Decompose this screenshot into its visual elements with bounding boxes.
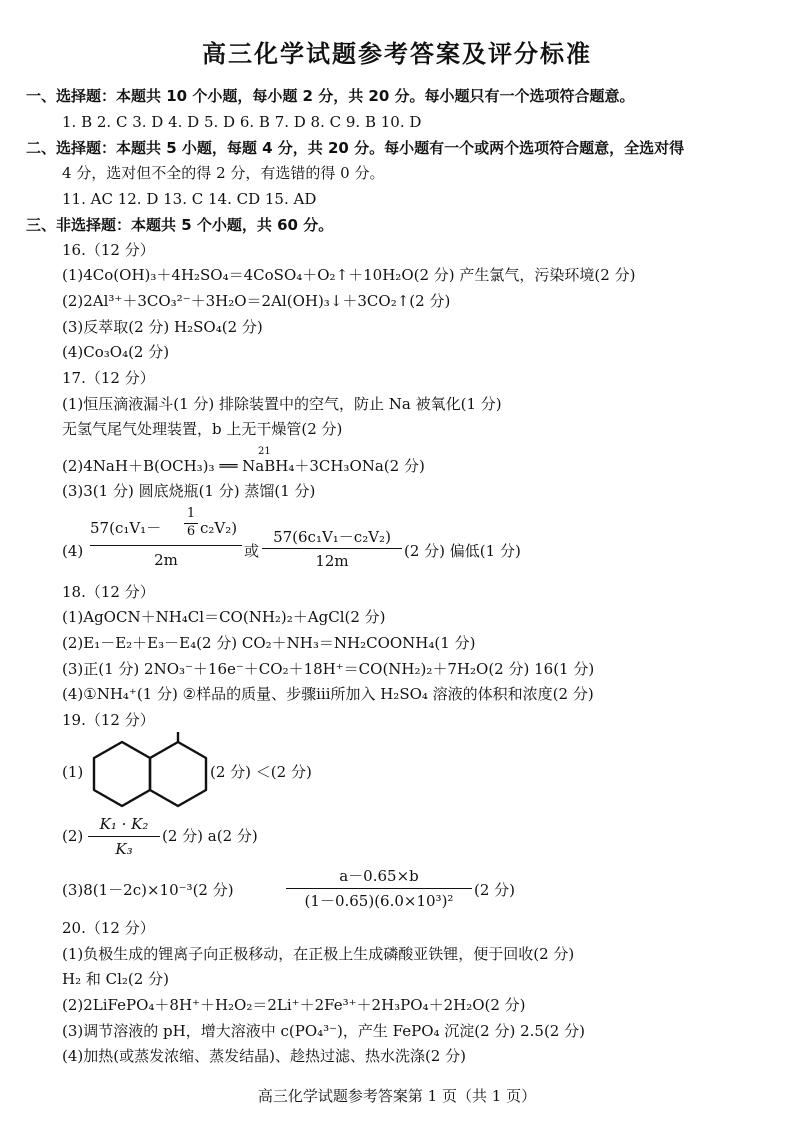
q18-answer-2: (2)E₁－E₂＋E₃－E₄(2 分) CO₂＋NH₃＝NH₂COONH₄(1 分) (62, 634, 476, 652)
q17-reaction-condition: 21 (258, 446, 271, 457)
q17-answer-3: (3)3(1 分) 圆底烧瓶(1 分) 蒸馏(1 分) (62, 482, 316, 500)
q17-frac1-numerator (90, 518, 161, 538)
q19-frac3-bar (286, 888, 472, 889)
q17-head: 17.（12 分） (62, 369, 155, 387)
q20-answer-1b: H₂ 和 Cl₂(2 分) (62, 970, 169, 988)
q17-answer-4-tail: (2 分) 偏低(1 分) (404, 542, 521, 560)
q17-frac1-half-den: 6 (186, 524, 196, 539)
q17-answer-4-prefix: (4) (62, 542, 84, 560)
q17-answer-2: (2)4NaH＋B(OCH₃)₃ ══ NaBH₄＋3CH₃ONa(2 分) (62, 457, 425, 475)
q19-frac3-denominator: (1－0.65)(6.0×10³)² (304, 892, 454, 910)
q18-answer-1: (1)AgOCN＋NH₄Cl＝CO(NH₂)₂＋AgCl(2 分) (62, 608, 386, 626)
q16-answer-2: (2)2Al³⁺＋3CO₃²⁻＋3H₂O＝2Al(OH)₃↓＋3CO₂↑(2 分) (62, 292, 451, 310)
q19-frac-bar (88, 836, 160, 837)
q19-frac-numerator: K₁ · K₂ (99, 815, 149, 833)
q19-answer-2-tail: (2 分) a(2 分) (162, 827, 258, 845)
q18-answer-3: (3)正(1 分) 2NO₃⁻＋16e⁻＋CO₂＋18H⁺＝CO(NH₂)₂＋7H₂O(2 分) 16(1 分) (62, 660, 595, 678)
q17-frac1-num-tail: c₂V₂) (200, 519, 238, 537)
q17-frac2-numerator: 57(6c₁V₁－c₂V₂) (273, 528, 391, 546)
q20-answer-3: (3)调节溶液的 pH，增大溶液中 c(PO₄³⁻)，产生 FePO₄ 沉淀(2 分) 2.5(2 分) (62, 1022, 585, 1040)
section2-answers: 11. AC 12. D 13. C 14. CD 15. AD (62, 190, 317, 208)
q17-frac1-bar (90, 545, 242, 546)
q19-answer-2-prefix: (2) (62, 827, 84, 845)
section1-answers: 1. B 2. C 3. D 4. D 5. D 6. B 7. D 8. C 9. B 10. D (62, 113, 422, 131)
q20-answer-4: (4)加热(或蒸发浓缩、蒸发结晶)、趁热过滤、热水洗涤(2 分) (62, 1047, 466, 1065)
q19-head: 19.（12 分） (62, 711, 155, 729)
decalin-methyl-structure-icon (92, 732, 208, 812)
q17-answer-1: (1)恒压滴液漏斗(1 分) 排除装置中的空气，防止 Na 被氧化(1 分) (62, 395, 502, 413)
q19-answer-1-prefix: (1) (62, 763, 84, 781)
q17-answer-1b: 无氢气尾气处理装置，b 上无干燥管(2 分) (62, 420, 343, 438)
q17-or: 或 (244, 542, 260, 560)
page-footer: 高三化学试题参考答案第 1 页（共 1 页） (257, 1087, 537, 1105)
section2-heading-line1: 二、选择题：本题共 5 小题，每题 4 分，共 20 分。每小题有一个或两个选项符合题意，全选对得 (26, 139, 685, 157)
q19-frac-denominator: K₃ (115, 840, 133, 858)
q17-frac1-half-num: 1 (186, 506, 196, 521)
section3-heading: 三、非选择题：本题共 5 个小题，共 60 分。 (26, 216, 334, 234)
q19-answer-1-tail: (2 分) ＜(2 分) (210, 763, 312, 781)
q17-frac1-num-part1: 57(c₁V₁－ (90, 519, 162, 537)
page-title: 高三化学试题参考答案及评分标准 (202, 40, 592, 68)
q16-answer-4: (4)Co₃O₄(2 分) (62, 343, 170, 361)
q19-answer-3-tail: (2 分) (474, 881, 516, 899)
q16-answer-1: (1)4Co(OH)₃＋4H₂SO₄＝4CoSO₄＋O₂↑＋10H₂O(2 分) 产生氯气，污染环境(2 分) (62, 266, 636, 284)
section1-heading: 一、选择题：本题共 10 个小题，每小题 2 分，共 20 分。每小题只有一个选项符合题意。 (26, 87, 635, 105)
q20-head: 20.（12 分） (62, 919, 155, 937)
q16-head: 16.（12 分） (62, 241, 155, 259)
q19-frac3-numerator: a－0.65×b (339, 867, 419, 885)
q17-frac1-denominator: 2m (154, 551, 178, 569)
q17-frac2-bar (262, 548, 402, 549)
q17-frac2-denominator: 12m (315, 552, 349, 570)
section2-heading-line2: 4 分，选对但不全的得 2 分，有选错的得 0 分。 (62, 164, 385, 182)
q20-answer-2: (2)2LiFePO₄＋8H⁺＋H₂O₂＝2Li⁺＋2Fe³⁺＋2H₃PO₄＋2H₂O(2 分) (62, 996, 526, 1014)
q20-answer-1: (1)负极生成的锂离子向正极移动，在正极上生成磷酸亚铁锂，便于回收(2 分) (62, 945, 575, 963)
q16-answer-3: (3)反萃取(2 分) H₂SO₄(2 分) (62, 318, 263, 336)
q18-answer-4: (4)①NH₄⁺(1 分) ②样品的质量、步骤ⅲ所加入 H₂SO₄ 溶液的体积和浓度(2 分) (62, 685, 594, 703)
q18-head: 18.（12 分） (62, 583, 155, 601)
q19-answer-3-prefix: (3)8(1－2c)×10⁻³(2 分) (62, 881, 234, 899)
